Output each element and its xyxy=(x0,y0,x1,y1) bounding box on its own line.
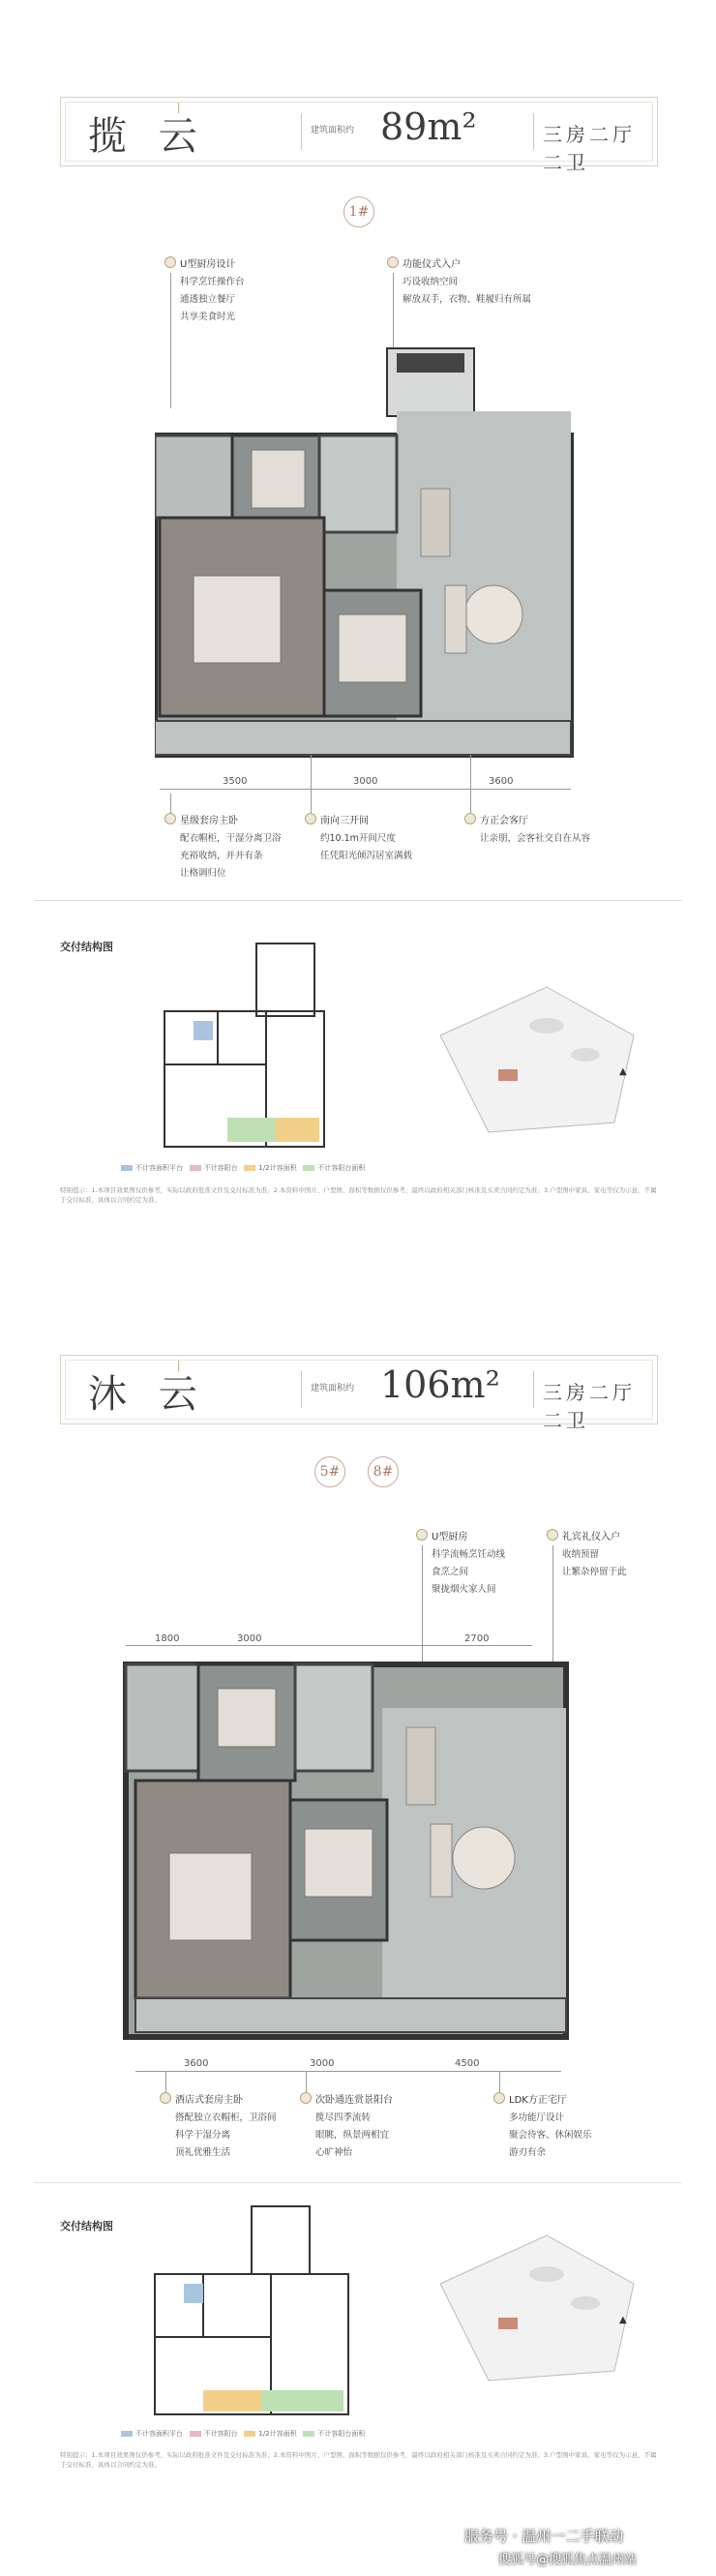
dimension: 3500 xyxy=(223,776,248,787)
dot-icon xyxy=(387,256,399,268)
callout-south: 南向三开间 约10.1m开间尺度 任凭阳光倾泻居室满载 xyxy=(305,813,412,865)
disclaimer: 特别提示：1.本项目效果图仅供参考，实际以政府批准文件及交付标准为准；2.本资料中图片、户型图、面积等数据仅供参考，最终以政府相关部门核准及买卖合同约定为准；3.户型图中家具、家电等仅为示意，不属于交付标准，具体以合同约定为准。 xyxy=(60,1186,657,1204)
svg-text:▲: ▲ xyxy=(619,2315,627,2325)
callout-kitchen-2: U型厨房 科学流畅烹饪动线 食烹之间 聚拢烟火家人间 xyxy=(416,1529,505,1599)
dimension: 3000 xyxy=(310,2058,335,2069)
legend: 不计容面积平台 不计容阳台 1/2计容面积 不计容阳台面积 xyxy=(121,1163,365,1173)
section-divider xyxy=(34,2182,682,2183)
dot-icon xyxy=(305,813,316,824)
legend-2: 不计容面积平台 不计容阳台 1/2计容面积 不计容阳台面积 xyxy=(121,2429,365,2439)
site-map-2 xyxy=(431,2226,653,2390)
area-label: 建筑面积约 xyxy=(311,126,355,135)
site-map-1 xyxy=(431,977,653,1142)
leader-line xyxy=(311,755,312,815)
plan2-rooms: 三房二厅二卫 xyxy=(543,1381,636,1432)
dim-line xyxy=(135,2071,561,2072)
legend-swatch xyxy=(244,2431,255,2437)
divider xyxy=(533,1371,534,1408)
callout-master: 星级套房主卧 配衣帽柜，干湿分离卫浴 充裕收纳，并并有条 让格调归位 xyxy=(164,813,282,883)
plan2-area: 106m² xyxy=(380,1363,500,1406)
floorplan-1 xyxy=(155,344,581,769)
delivery-title: 交付结构图 xyxy=(60,941,113,953)
dot-icon xyxy=(300,2092,312,2104)
dimension: 3600 xyxy=(184,2058,209,2069)
divider xyxy=(301,113,302,150)
leader-line xyxy=(422,1545,423,1662)
delivery-plan-2 xyxy=(145,2202,358,2419)
footer-source: 搜狐号@搜狐焦点温州站 xyxy=(498,2553,638,2567)
callout-entry-2: 礼宾礼仪入户 收纳预留 让繁杂停留于此 xyxy=(547,1529,627,1581)
section-divider xyxy=(34,900,682,901)
plan1-area: 89m² xyxy=(380,105,477,148)
dimension: 3000 xyxy=(237,1633,262,1644)
area-label: 建筑面积约 xyxy=(311,1384,355,1393)
delivery-title-2: 交付结构图 xyxy=(60,2220,113,2232)
plan2-deco: ∣ xyxy=(177,1360,181,1373)
plan2-banner xyxy=(60,1355,658,1432)
dim-line xyxy=(160,789,571,790)
dot-icon xyxy=(164,256,176,268)
callout-entry: 功能仪式入户 巧设收纳空间 解放双手，衣物、鞋履归有所属 xyxy=(387,256,531,309)
legend-swatch xyxy=(244,1165,255,1171)
building-badge: 5# xyxy=(314,1456,345,1487)
dot-icon xyxy=(493,2092,505,2104)
floorplan-2 xyxy=(121,1650,576,2056)
legend-swatch xyxy=(121,2431,133,2437)
plan1-name: 揽 云 xyxy=(88,114,207,159)
legend-swatch xyxy=(190,1165,201,1171)
building-badge: 8# xyxy=(368,1456,399,1487)
dimension: 4500 xyxy=(455,2058,480,2069)
callout-balcony-2: 次卧通连赏景阳台 揽尽四季流转 眼眺，纵景两相宜 心旷神怡 xyxy=(300,2092,393,2162)
legend-swatch xyxy=(121,1165,133,1171)
plan1-banner xyxy=(60,97,658,174)
dot-icon xyxy=(547,1529,558,1541)
dot-icon xyxy=(464,813,476,824)
legend-swatch xyxy=(303,1165,314,1171)
callout-kitchen: U型厨房设计 科学烹饪操作台 通透独立餐厅 共享美食时光 xyxy=(164,256,245,326)
plan1-deco: ∣ xyxy=(177,102,181,115)
dimension: 2700 xyxy=(464,1633,490,1644)
dimension: 3000 xyxy=(353,776,378,787)
callout-ldk-2: LDK方正宅厅 多功能厅设计 聚会待客、休闲娱乐 游刃有余 xyxy=(493,2092,592,2162)
callout-living: 方正会客厅 让亲朋，会客社交自在从容 xyxy=(464,813,590,848)
dimension: 1800 xyxy=(155,1633,180,1644)
dim-line xyxy=(126,1645,532,1646)
footer-watermark: 服务号 · 温州一二手联动 xyxy=(464,2528,624,2545)
divider xyxy=(533,113,534,150)
legend-swatch xyxy=(303,2431,314,2437)
dot-icon xyxy=(160,2092,171,2104)
disclaimer-2: 特别提示：1.本项目效果图仅供参考，实际以政府批准文件及交付标准为准；2.本资料中图片、户型图、面积等数据仅供参考，最终以政府相关部门核准及买卖合同约定为准；3.户型图中家具、家电等仅为示意，不属于交付标准，具体以合同约定为准。 xyxy=(60,2451,657,2469)
plan2-name: 沐 云 xyxy=(88,1372,207,1417)
legend-swatch xyxy=(190,2431,201,2437)
building-badge: 1# xyxy=(343,196,374,227)
dimension: 3600 xyxy=(489,776,514,787)
delivery-plan-1 xyxy=(160,939,329,1152)
callout-master-2: 酒店式套房主卧 搭配独立衣帽柜，卫浴间 科学干湿分离 顶礼优雅生活 xyxy=(160,2092,277,2162)
divider xyxy=(301,1371,302,1408)
leader-line xyxy=(470,755,471,815)
plan1-rooms: 三房二厅二卫 xyxy=(543,123,636,174)
dot-icon xyxy=(416,1529,428,1541)
dot-icon xyxy=(164,813,176,824)
leader-line xyxy=(552,1545,553,1662)
svg-text:▲: ▲ xyxy=(619,1066,627,1077)
